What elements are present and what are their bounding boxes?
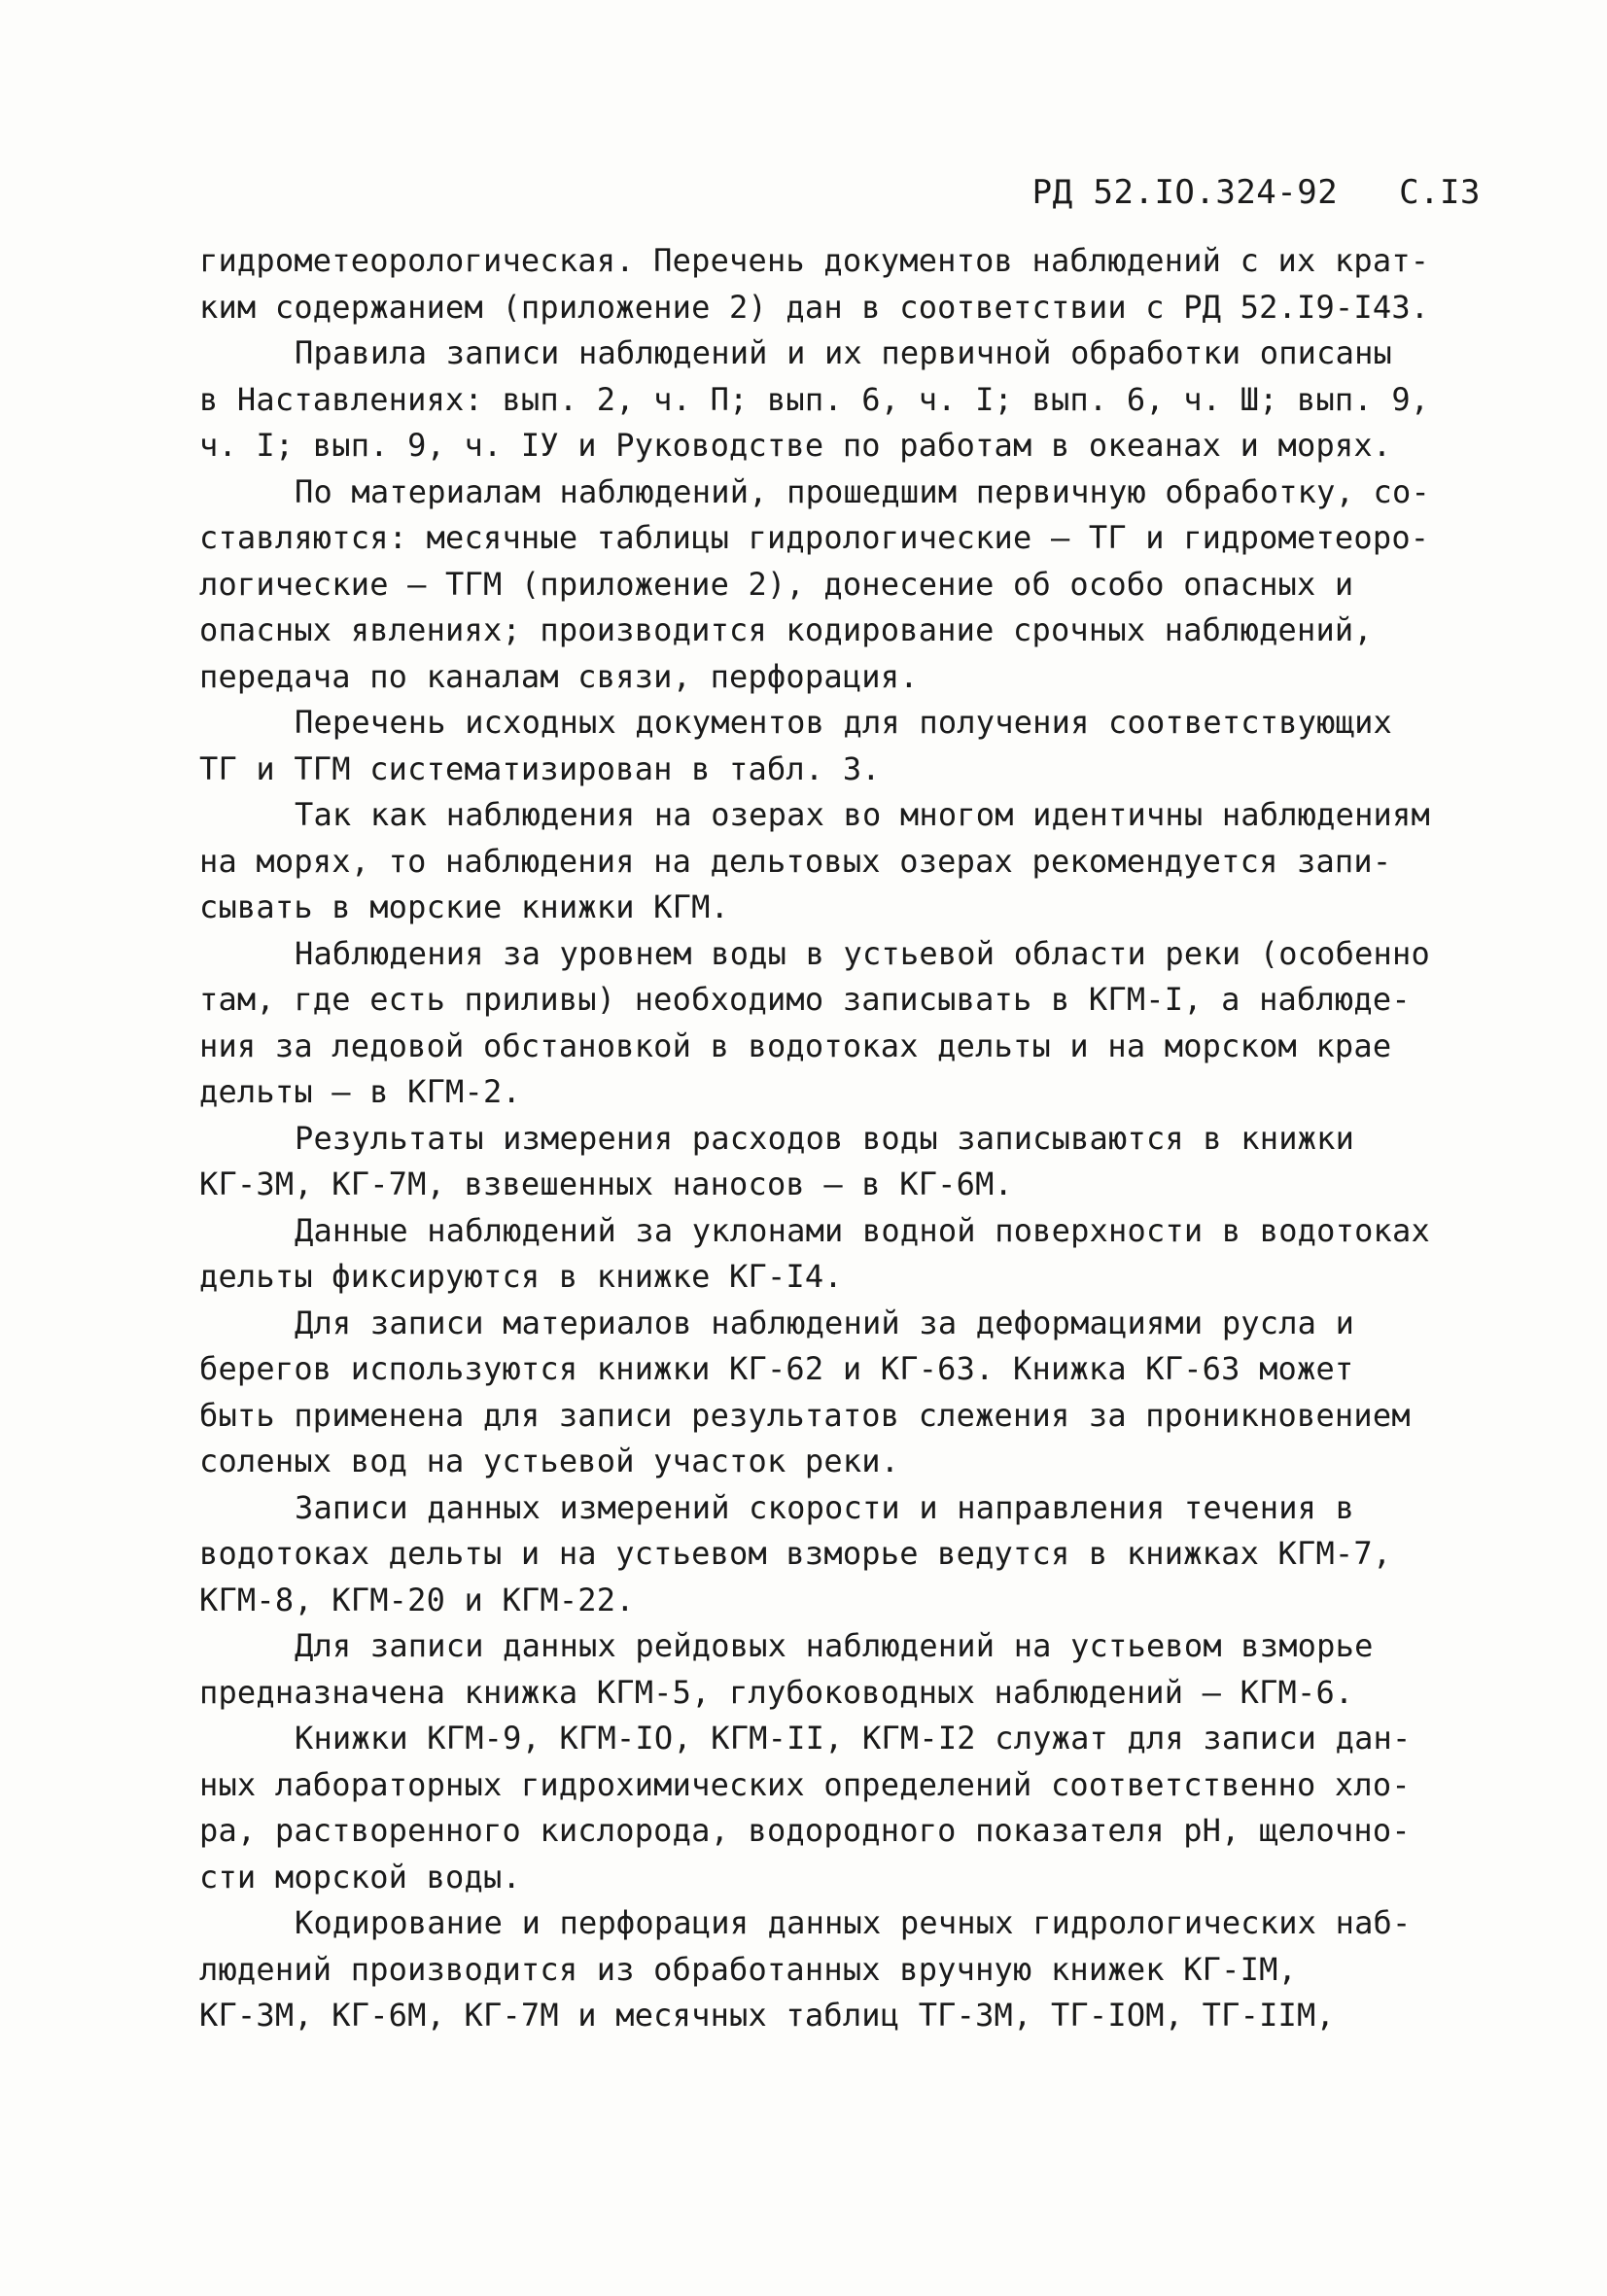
- text-line: КГ-3М, КГ-6М, КГ-7М и месячных таблиц ТГ-3М, ТГ-IOM, ТГ-IIМ,: [199, 1997, 1335, 2034]
- text-line: людений производится из обработанных вручную книжек КГ-IМ,: [199, 1950, 1298, 1988]
- text-line: ТГ и ТГМ систематизирован в табл. 3.: [199, 749, 881, 787]
- text-line: ким содержанием (приложение 2) дан в соответствии с РД 52.I9-I43.: [199, 288, 1430, 326]
- text-line: ра, растворенного кислорода, водородного показателя pH, щелочно-: [199, 1812, 1411, 1849]
- text-line: Данные наблюдений за уклонами водной поверхности в водотоках: [295, 1211, 1430, 1249]
- text-line: сти морской воды.: [199, 1858, 521, 1896]
- text-line: Для записи данных рейдовых наблюдений на устьевом взморье: [295, 1627, 1374, 1664]
- text-line: дельты фиксируются в книжке КГ-I4.: [199, 1258, 843, 1295]
- text-line: дельты – в КГМ-2.: [199, 1073, 521, 1110]
- text-line: сывать в морские книжки КГМ.: [199, 888, 730, 925]
- text-line: Перечень исходных документов для получения соответствующих: [295, 704, 1393, 741]
- text-line: передача по каналам связи, перфорация.: [199, 657, 919, 695]
- page-number: С.I3: [1399, 173, 1481, 212]
- text-line: на морях, то наблюдения на дельтовых озерах рекомендуется запи-: [199, 842, 1392, 880]
- text-line: ставляются: месячные таблицы гидрологические – ТГ и гидрометеоро-: [199, 519, 1430, 556]
- text-line: КГМ-8, КГМ-20 и КГМ-22.: [199, 1581, 635, 1618]
- text-line: берегов используются книжки КГ-62 и КГ-63. Книжка КГ-63 может: [199, 1350, 1354, 1387]
- text-line: По материалам наблюдений, прошедшим первичную обработку, со-: [295, 472, 1430, 510]
- body-text: [199, 238, 1434, 2039]
- text-line: Наблюдения за уровнем воды в устьевой области реки (особенно: [295, 934, 1430, 972]
- text-line: ния за ледовой обстановкой в водотоках дельты и на морском крае: [199, 1026, 1392, 1064]
- text-line: ч. I; вып. 9, ч. IУ и Руководстве по работам в океанах и морях.: [199, 427, 1392, 464]
- text-line: Результаты измерения расходов воды записываются в книжки: [295, 1119, 1355, 1157]
- text-line: водотоках дельты и на устьевом взморье ведутся в книжках КГМ-7,: [199, 1535, 1392, 1572]
- document-code: РД 52.IO.324-92: [1031, 173, 1339, 212]
- text-line: Записи данных измерений скорости и направления течения в: [295, 1488, 1355, 1526]
- text-line: Так как наблюдения на озерах во многом идентичны наблюдениям: [295, 796, 1430, 833]
- text-line: там, где есть приливы) необходимо записывать в КГМ-I, а наблюде-: [199, 981, 1411, 1018]
- text-line: Книжки КГМ-9, КГМ-IO, КГМ-II, КГМ-I2 служат для записи дан-: [295, 1720, 1412, 1757]
- text-line: Кодирование и перфорация данных речных гидрологических наб-: [295, 1904, 1412, 1941]
- text-line: быть применена для записи результатов слежения за проникновением: [199, 1396, 1411, 1434]
- text-line: предназначена книжка КГМ-5, глубоководных наблюдений – КГМ-6.: [199, 1673, 1354, 1711]
- text-line: гидрометеорологическая. Перечень документов наблюдений с их крат-: [199, 242, 1430, 279]
- text-line: Правила записи наблюдений и их первичной обработки описаны: [295, 334, 1393, 371]
- text-line: логические – ТГМ (приложение 2), донесение об особо опасных и: [199, 565, 1354, 603]
- text-line: ных лабораторных гидрохимических определений соответственно хло-: [199, 1765, 1411, 1803]
- text-line: КГ-3М, КГ-7М, взвешенных наносов – в КГ-6М.: [199, 1165, 1014, 1202]
- text-line: в Наставлениях: вып. 2, ч. П; вып. 6, ч. I; вып. 6, ч. Ш; вып. 9,: [199, 380, 1430, 418]
- page-header: [1032, 173, 1481, 212]
- text-line: соленых вод на устьевой участок реки.: [199, 1443, 900, 1479]
- text-line: опасных явлениях; производится кодирование срочных наблюдений,: [199, 611, 1373, 648]
- text-line: Для записи материалов наблюдений за деформациями русла и: [295, 1304, 1355, 1341]
